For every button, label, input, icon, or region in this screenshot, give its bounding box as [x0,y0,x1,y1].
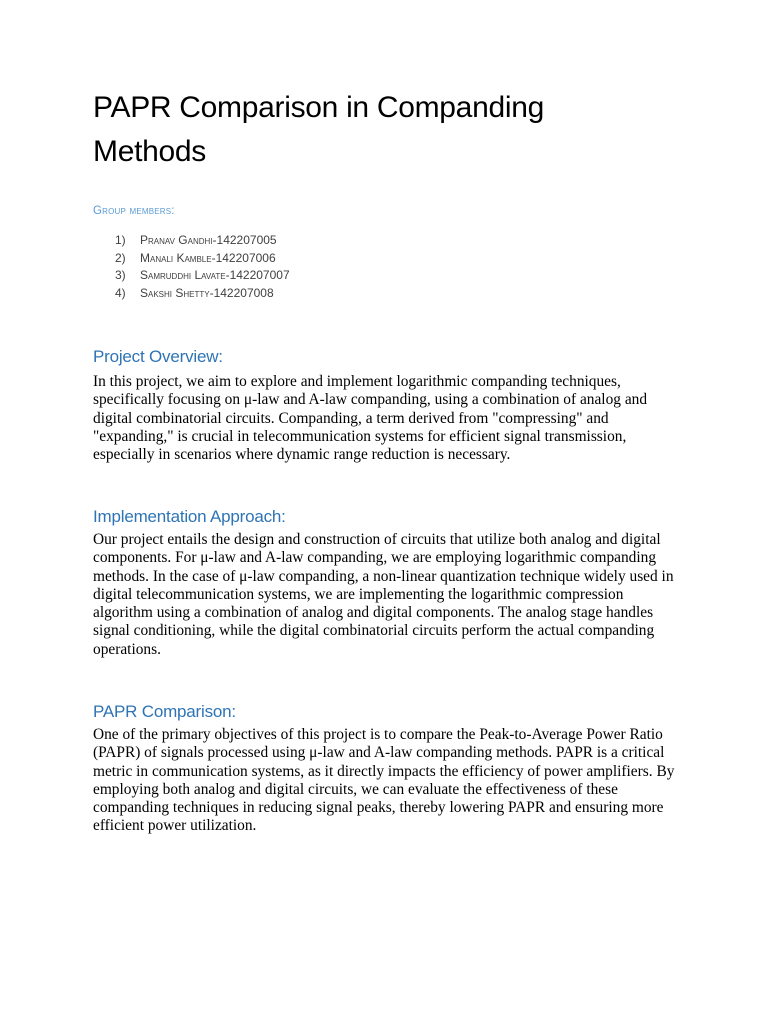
section-body-implementation-approach: Our project entails the design and construction of circuits that utilize both analog and digital components. For μ-law and A-law companding, we are employing logarithmic companding methods. In the case of μ-law companding, a non-linear quantization technique widely used in digital telecommunication systems, we are implementing the logarithmic compression algorithm using a combination of analog and digital components. The analog stage handles signal conditioning, while the digital combinatorial circuits perform the actual companding operations. [93,531,674,658]
member-name: Sakshi Shetty-142207008 [140,286,274,301]
group-members-list [115,232,290,303]
section-heading-project-overview: Project Overview: [93,347,223,366]
member-number: 4) [115,286,126,301]
section-body-project-overview: In this project, we aim to explore and implement logarithmic companding techniques, specifically focusing on μ-law and A-law companding, using a combination of analog and digital combinatorial circuits. Companding, a term derived from "compressing" and "expanding," is crucial in telecommunication systems for efficient signal transmission, especially in scenarios where dynamic range reduction is necessary. [93,373,648,464]
member-item [115,250,290,268]
group-members-label: Group members: [93,205,175,217]
member-item [115,285,290,303]
member-name: Pranav Gandhi-142207005 [140,233,277,247]
document-title: PAPR Comparison in Companding Methods [93,91,544,168]
section-body-papr-comparison: One of the primary objectives of this project is to compare the Peak-to-Average Power Ratio (PAPR) of signals processed using μ-law and A-law companding methods. PAPR is a critical metric in communication systems, as it directly impacts the efficiency of power amplifiers. By employing both analog and digital circuits, we can evaluate the effectiveness of these companding techniques in reducing signal peaks, thereby lowering PAPR and ensuring more efficient power utilization. [93,726,675,835]
member-number: 2) [115,250,126,265]
member-number: 1) [115,233,126,247]
member-item [115,267,290,285]
member-item [115,232,290,250]
member-name: Manali Kamble-142207006 [140,250,276,265]
section-heading-papr-comparison: PAPR Comparison: [93,702,236,721]
section-heading-implementation-approach: Implementation Approach: [93,507,286,526]
member-name: Samruddhi Lavate-142207007 [140,268,290,283]
member-number: 3) [115,268,126,283]
